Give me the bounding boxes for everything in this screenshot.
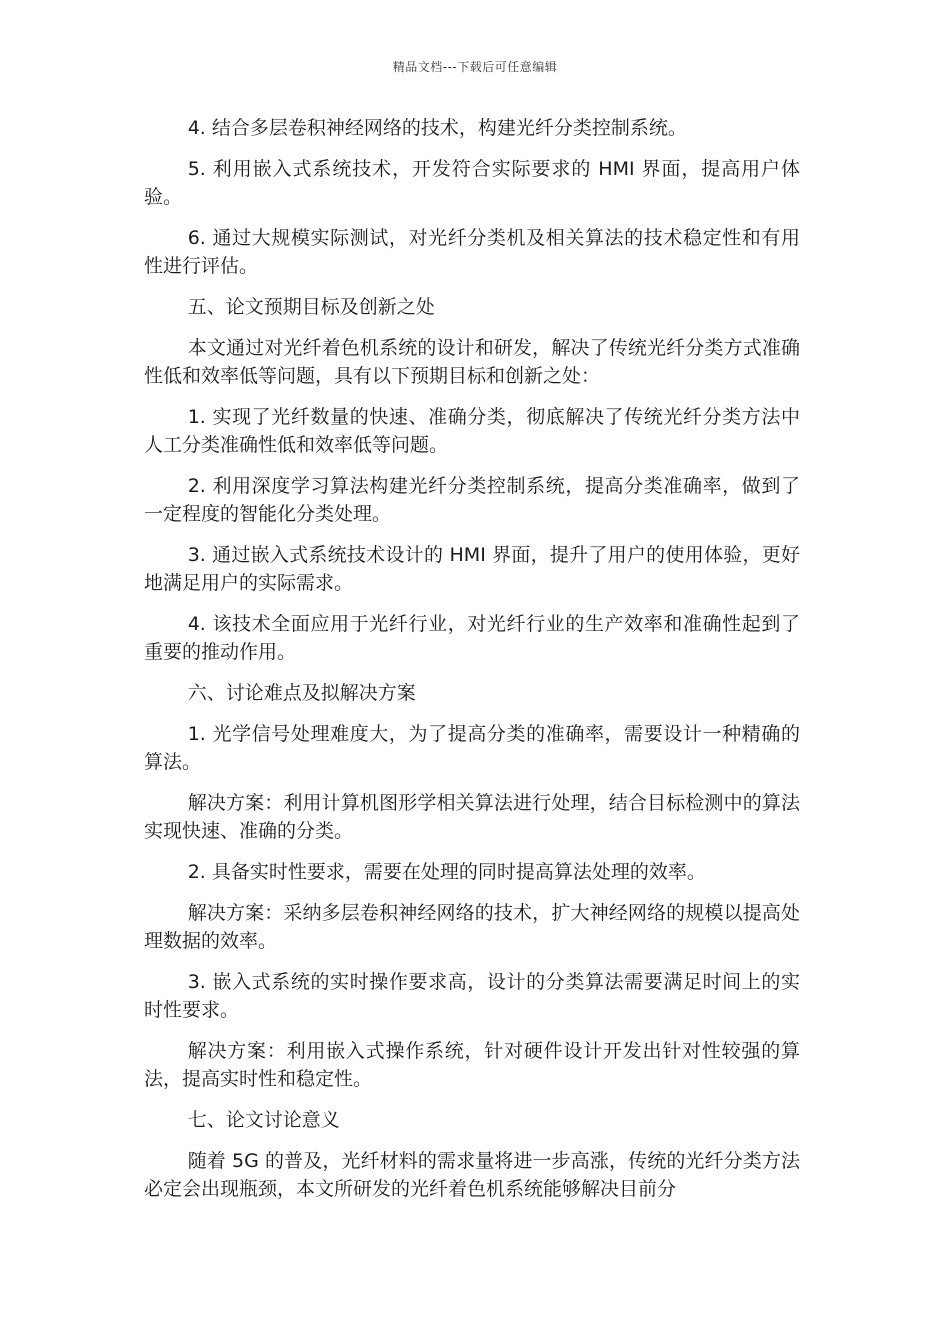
section-heading-5: 五、论文预期目标及创新之处 <box>187 296 435 318</box>
solution-3: 解决方案：利用嵌入式操作系统，针对硬件设计开发出针对性较强的算法，提高实时性和稳定性。 <box>144 1040 800 1090</box>
goal-item-4: 4. 该技术全面应用于光纤行业，对光纤行业的生产效率和准确性起到了重要的推动作用。 <box>144 613 800 663</box>
difficulty-item-3: 3. 嵌入式系统的实时操作要求高，设计的分类算法需要满足时间上的实时性要求。 <box>144 971 800 1021</box>
list-item-5: 5. 利用嵌入式系统技术，开发符合实际要求的 HMI 界面，提高用户体验。 <box>144 158 800 208</box>
goal-item-1: 1. 实现了光纤数量的快速、准确分类，彻底解决了传统光纤分类方法中人工分类准确性低和效率低等问题。 <box>144 406 800 456</box>
list-item-4: 4. 结合多层卷积神经网络的技术，构建光纤分类控制系统。 <box>187 117 687 139</box>
significance-paragraph: 随着 5G 的普及，光纤材料的需求量将进一步高涨，传统的光纤分类方法必定会出现瓶颈，本文所研发的光纤着色机系统能够解决目前分 <box>144 1150 800 1200</box>
list-item-6: 6. 通过大规模实际测试，对光纤分类机及相关算法的技术稳定性和有用性进行评估。 <box>144 227 800 277</box>
solution-2: 解决方案：采纳多层卷积神经网络的技术，扩大神经网络的规模以提高处理数据的效率。 <box>144 902 800 952</box>
document-body <box>144 114 800 1216</box>
section-heading-7: 七、论文讨论意义 <box>187 1109 340 1131</box>
difficulty-item-1: 1. 光学信号处理难度大，为了提高分类的准确率，需要设计一种精确的算法。 <box>144 723 800 773</box>
section-heading-6: 六、讨论难点及拟解决方案 <box>187 682 416 704</box>
goal-item-2: 2. 利用深度学习算法构建光纤分类控制系统，提高分类准确率，做到了一定程度的智能化分类处理。 <box>144 475 800 525</box>
section-intro: 本文通过对光纤着色机系统的设计和研发，解决了传统光纤分类方式准确性低和效率低等问题，具有以下预期目标和创新之处： <box>144 337 800 387</box>
difficulty-item-2: 2. 具备实时性要求，需要在处理的同时提高算法处理的效率。 <box>187 861 706 883</box>
page-header: 精品文档---下载后可任意编辑 <box>392 60 558 74</box>
solution-1: 解决方案：利用计算机图形学相关算法进行处理，结合目标检测中的算法实现快速、准确的分类。 <box>144 792 800 842</box>
goal-item-3: 3. 通过嵌入式系统技术设计的 HMI 界面，提升了用户的使用体验，更好地满足用户的实际需求。 <box>144 544 800 594</box>
